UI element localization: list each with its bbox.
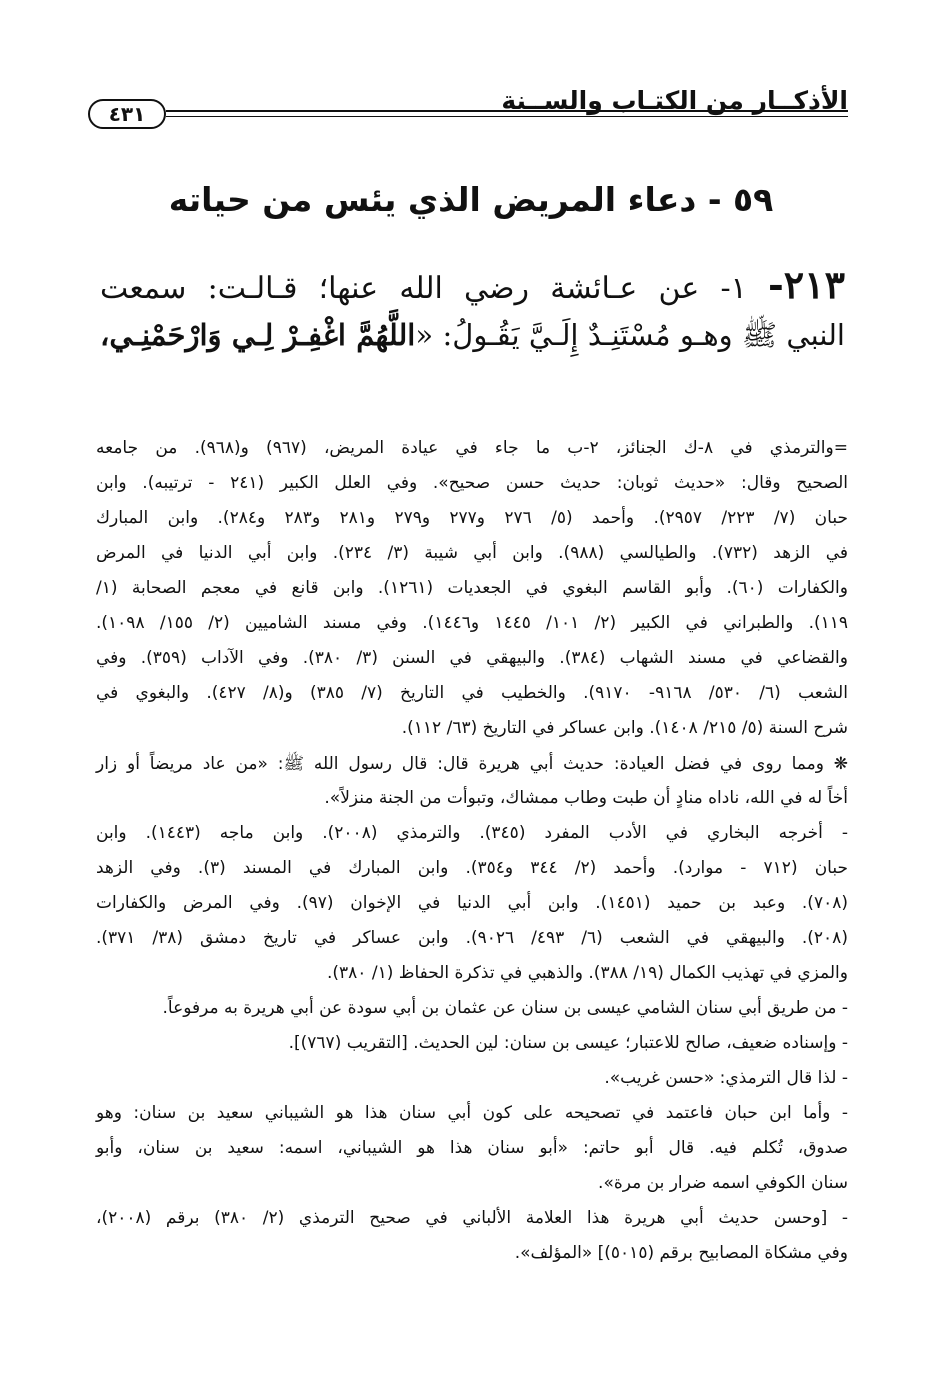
footnote-line: - وإسناده ضعيف، صالح للاعتبار؛ عيسى بن سنان: لين الحديث. [التقريب (٧٦٧)].: [288, 1033, 848, 1053]
hadith-line-1: [100, 262, 845, 307]
footnote-line: =والترمذي في ٨-ك الجنائز، ٢-ب ما جاء في عيادة المريض، (٩٦٧) و(٩٦٨). من جامعه: [96, 438, 848, 458]
header-rule: [166, 110, 848, 112]
chapter-title: ٥٩ - دعاء المريض الذي يئس من حياته: [168, 180, 774, 219]
footnote-line: أخاً له في الله، ناداه منادٍ أن طبت وطاب ممشاك، وتبوأت من الجنة منزلاً».: [324, 788, 848, 808]
footnote-line: (٢٠٨). والبيهقي في الشعب (٦/ ٤٩٣/ ٩٠٢٦). وابن عساكر في تاريخ دمشق (٣٨/ ٣٧١).: [96, 928, 848, 948]
running-title: الأذكــار من الكتـاب والســنة: [501, 86, 848, 115]
footnote-line: شرح السنة (٥/ ٢١٥/ ١٤٠٨). وابن عساكر في التاريخ (٦٣/ ١١٢).: [401, 718, 848, 738]
footnote-line: والكفارات (٦٠). وأبو القاسم البغوي في الجعديات (١٢٦١). وابن قانع في معجم الصحابة (١/: [96, 578, 848, 598]
hadith-line-2-text: النبي ﷺ وهـو مُسْتَنِـدٌ إِلَـيَّ يَقُـولُ: «: [415, 318, 845, 352]
footnote-line: والمزي في تهذيب الكمال (١٩/ ٣٨٨). والذهبي في تذكرة الحفاظ (١/ ٣٨٠).: [327, 963, 848, 983]
footnote-line: - [وحسن حديث أبي هريرة هذا العلامة الألباني في صحيح الترمذي (٢/ ٣٨٠) برقم (٢٠٠٨)،: [96, 1208, 849, 1228]
footnote-line: حبان (٧١٢ - موارد). وأحمد (٢/ ٣٤٤ و٣٥٤). وابن المبارك في المسند (٣). وفي الزهد: [96, 858, 848, 878]
footnote-line: ١١٩). والطبراني في الكبير (٢/ ١٠١/ ١٤٤٥ و١٤٤٦). وفي مسند الشاميين (٢/ ١٥٥/ ١٠٩٨).: [96, 613, 849, 633]
hadith-line-2: [100, 318, 845, 360]
footnote-line: - من طريق أبي سنان الشامي عيسى بن سنان عن عثمان بن أبي سودة عن أبي هريرة به مرفوعاً.: [162, 998, 848, 1018]
hadith-number: ٢١٣-: [767, 262, 845, 307]
footnote-line: والقضاعي في مسند الشهاب (٣٨٤). والبيهقي في السنن (٣/ ٣٨٠). وفي الآداب (٣٥٩). وفي: [96, 648, 848, 668]
running-header: [88, 82, 848, 134]
footnote-line: وفي مشكاة المصابيح برقم (٥٠١٥)] «المؤلف».: [514, 1243, 848, 1263]
footnote-line: - لذا قال الترمذي: «حسن غريب».: [604, 1068, 848, 1088]
footnote-line: في الزهد (٧٣٢). والطيالسي (٩٨٨). وابن أبي شيبة (٣/ ٢٣٤). وابن أبي الدنيا في المرض: [96, 543, 848, 563]
footnote-line: الصحيح وقال: «حديث ثوبان: حديث حسن صحيح». وفي العلل الكبير (٢٤١ - ترتيبه). وابن: [96, 473, 848, 493]
footnote-line: حبان (٧/ ٢٢٣/ ٢٩٥٧). وأحمد (٥/ ٢٧٦ و٢٧٧ و٢٧٩ و٢٨١ و٢٨٣ و٢٨٤). وابن المبارك: [96, 508, 848, 528]
footnote-line: سنان الكوفي اسمه ضرار بن مرة».: [598, 1173, 848, 1193]
hadith-line-1-text: ١- عن عـائشة رضي الله عنها؛ قـالـت: سمعت: [100, 271, 768, 306]
footnote-line: ❋ ومما روى في فضل العيادة: حديث أبي هريرة قال: قال رسول الله ﷺ: «من عاد مريضاً أو زار: [96, 754, 848, 774]
footnote-line: - وأما ابن حبان فاعتمد في تصحيحه على كون أبي سنان هذا هو الشيباني سعيد بن سنان: وهو: [96, 1103, 848, 1123]
footnote-line: - أخرجه البخاري في الأدب المفرد (٣٤٥). والترمذي (٢٠٠٨). وابن ماجه (١٤٤٣). وابن: [96, 823, 848, 843]
footnote-line: الشعب (٦/ ٥٣٠/ ٩١٦٨- ٩١٧٠). والخطيب في التاريخ (٧/ ٣٨٥) و(٨/ ٤٢٧). والبغوي في: [96, 683, 848, 703]
header-rule-thin: [166, 116, 848, 117]
page-number: ٤٣١: [88, 99, 166, 129]
footnote-line: (٧٠٨). وعبد بن حميد (١٤٥١). وابن أبي الدنيا في الإخوان (٩٧). وفي المرض والكفارات: [96, 893, 848, 913]
dua-text: اللَّهُمَّ اغْفِـرْ لِـي وَارْحَمْنِـي،: [100, 318, 416, 352]
footnote-line: صدوق، تُكلم فيه. قال أبو حاتم: «أبو سنان هذا هو الشيباني، اسمه: سعيد بن سنان، وأبو: [96, 1138, 848, 1158]
